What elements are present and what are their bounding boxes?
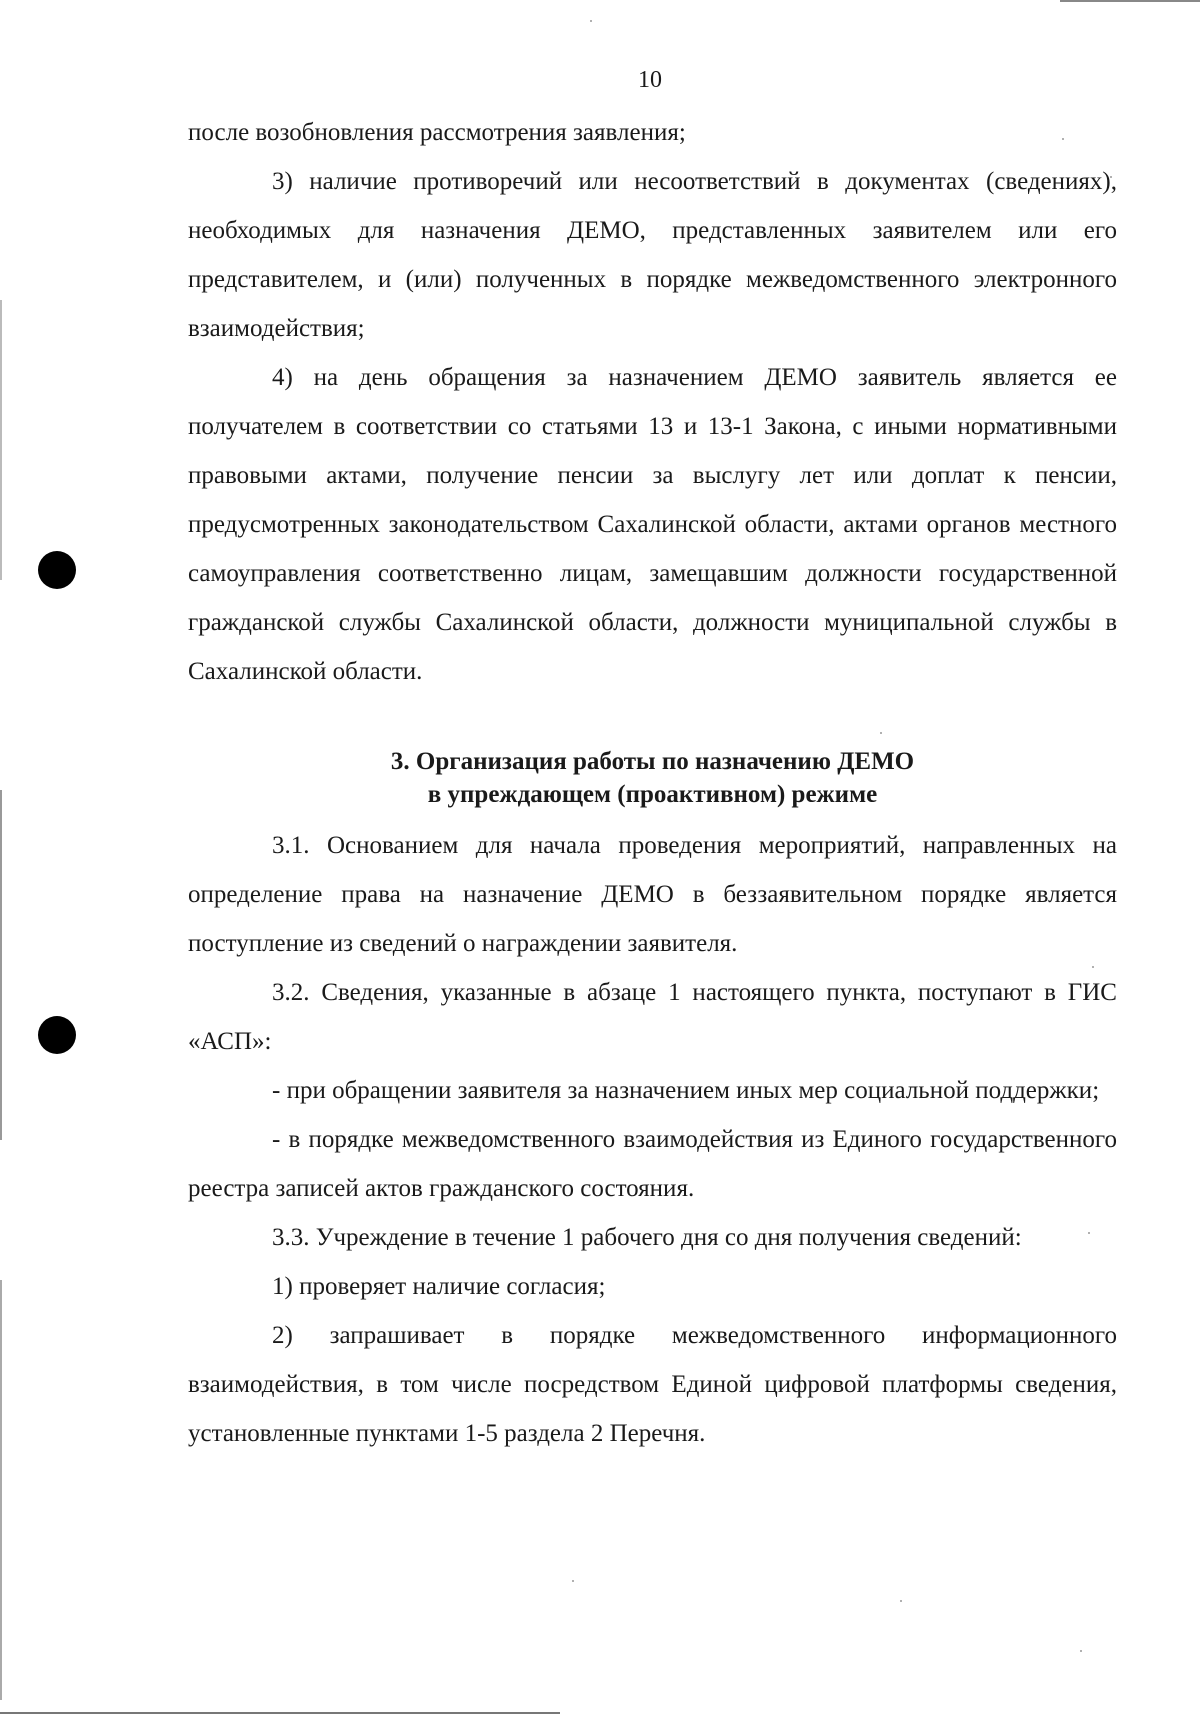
paragraph: 2) запрашивает в порядке межведомственного информационного взаимодействия, в том числе посредством Единой цифровой платформы сведения, установленные пунктами 1-5 раздела 2 Перечня. xyxy=(188,1322,1117,1447)
section-heading xyxy=(188,745,1117,811)
scan-edge-left xyxy=(0,300,2,1700)
paragraph: 4) на день обращения за назначением ДЕМО заявитель является ее получателем в соответствии со статьями 13 и 13-1 Закона, с иными нормативными правовыми актами, получение пенсии за выслугу лет или доплат к пенсии, предусмотренных законодательством Сахалинской области, актами органов местного самоуправления соответственно лицам, замещавшим должности государственной гражданской службы Сахалинской области, должности муниципальной службы в Сахалинской области. xyxy=(188,364,1117,685)
page-number: 10 xyxy=(638,67,662,93)
paragraph: 3.2. Сведения, указанные в абзаце 1 настоящего пункта, поступают в ГИС «АСП»: xyxy=(188,979,1117,1055)
section-heading-line: в упреждающем (проактивном) режиме xyxy=(427,781,878,808)
paragraph: - в порядке межведомственного взаимодействия из Единого государственного реестра записей актов гражданского состояния. xyxy=(188,1126,1117,1202)
paragraph: 3.3. Учреждение в течение 1 рабочего дня со дня получения сведений: xyxy=(272,1224,1022,1251)
scan-speck xyxy=(900,1600,902,1602)
paragraph: 1) проверяет наличие согласия; xyxy=(272,1273,606,1300)
paragraph: - при обращении заявителя за назначением иных мер социальной поддержки; xyxy=(272,1077,1100,1104)
paragraph: 3.1. Основанием для начала проведения мероприятий, направленных на определение права на назначение ДЕМО в беззаявительном порядке является поступление из сведений о награждении заявителя. xyxy=(188,832,1117,957)
scan-edge-top xyxy=(1060,0,1200,2)
paragraph: после возобновления рассмотрения заявления; xyxy=(188,119,686,146)
punch-hole-icon xyxy=(38,1016,76,1054)
scan-speck xyxy=(1080,1650,1082,1652)
section-heading-line: 3. Организация работы по назначению ДЕМО xyxy=(390,748,915,775)
scan-edge-bottom xyxy=(0,1712,560,1714)
paragraph: 3) наличие противоречий или несоответствий в документах (сведениях), необходимых для назначения ДЕМО, представленных заявителем или его представителем, и (или) полученных в порядке межведомственного электронного взаимодействия; xyxy=(188,168,1117,342)
scan-speck xyxy=(590,20,592,22)
scan-speck xyxy=(572,1580,574,1582)
document-body xyxy=(188,108,1117,1458)
punch-hole-icon xyxy=(38,551,76,589)
